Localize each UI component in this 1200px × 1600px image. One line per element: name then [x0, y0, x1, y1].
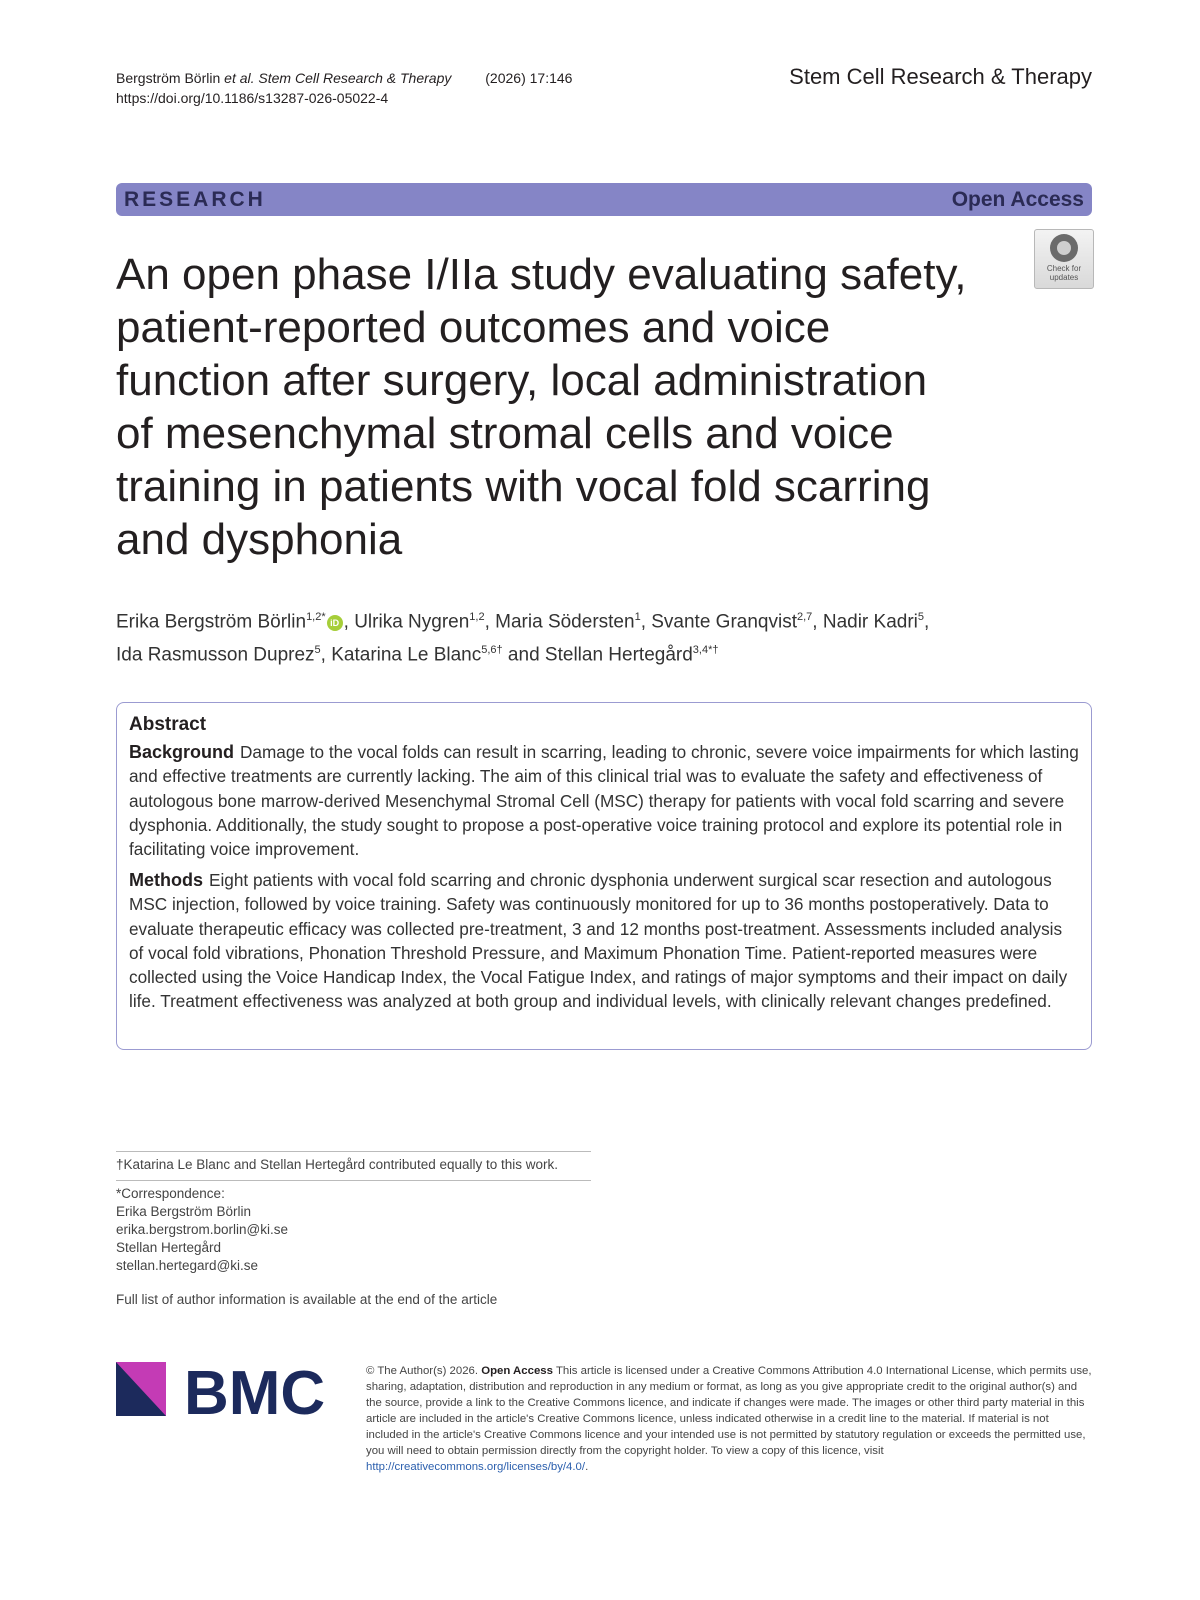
author-affiliation: 5,6† — [481, 644, 503, 657]
check-for-updates-icon — [1050, 234, 1078, 262]
author-name[interactable]: Ida Rasmusson Duprez — [116, 644, 315, 666]
article-type-label: RESEARCH — [124, 188, 266, 211]
contact-email[interactable]: erika.bergstrom.borlin@ki.se — [116, 1222, 289, 1237]
abstract-heading: Abstract — [129, 714, 207, 735]
author-name[interactable]: Svante Granqvist — [651, 611, 797, 633]
title-line: An open phase I/IIa study evaluating safety, — [116, 250, 967, 299]
author-name[interactable]: Maria Södersten — [495, 611, 635, 633]
citation-journal: et al. Stem Cell Research & Therapy — [224, 70, 452, 86]
author-affiliation: 3,4*† — [692, 644, 719, 657]
check-for-updates-line1: Check for — [1046, 264, 1082, 273]
open-access-label: Open Access — [951, 188, 1084, 211]
citation-line — [116, 68, 572, 88]
correspondence-label: *Correspondence: — [116, 1186, 225, 1201]
contact-name: Erika Bergström Börlin — [116, 1204, 252, 1219]
correspondence-block — [116, 1181, 591, 1281]
author-affiliation: 1,2* — [306, 611, 326, 623]
license-copyright: © The Author(s) 2026. — [366, 1365, 479, 1377]
methods-text: Eight patients with vocal fold scarring and chronic dysphonia underwent surgical scar resection and autologous MSC injection, followed by voice training. Safety was continuously monitored for up to 36 months postoperatively. Data to evaluate therapeutic efficacy was collected pre-treatment, 3 and 12 months post-treatment. Assessments included analysis of vocal fold vibrations, Phonation Threshold Pressure, and Maximum Phonation Time. Patient-reported measures were collected using the Voice Handicap Index, the Vocal Fatigue Index, and ratings of major symptoms and their impact on daily life. Treatment effectiveness was analyzed at both group and individual levels, with clinically relevant changes predefined. — [129, 870, 1068, 1012]
license-statement: © The Author(s) 2026. Open Access This article is licensed under a Creative Commons Attribution 4.0 International License, which permits use, sharing, adaptation, distribution and reproduction in any medium or format, as long as you give appropriate credit to the original author(s) and the source, provide a link to the Creative Commons licence, and indicate if changes were made. The images or other third party material in this article are included in the article's Creative Commons licence, unless indicated otherwise in a credit line to the material. If material is not included in the article's Creative Commons licence and your intended use is not permitted by statutory regulation or exceeds the permitted use, you will need to obtain permission directly from the copyright holder. To view a copy of this licence, visit http://creativecommons.org/licenses/by/4.0/. — [366, 1365, 1092, 1473]
doi-link[interactable]: https://doi.org/10.1186/s13287-026-05022-4 — [116, 90, 389, 106]
title-line: patient-reported outcomes and voice — [116, 303, 831, 352]
author-name[interactable]: Katarina Le Blanc — [331, 644, 482, 666]
title-line: function after surgery, local administration — [116, 356, 928, 405]
author-name[interactable]: Erika Bergström Börlin — [116, 611, 307, 633]
license-open-access: Open Access — [481, 1365, 553, 1377]
title-line: of mesenchymal stromal cells and voice — [116, 409, 894, 458]
check-for-updates-line2: updates — [1049, 273, 1079, 282]
methods-label: Methods — [129, 870, 203, 891]
author-name[interactable]: Nadir Kadri — [822, 611, 918, 633]
author-name[interactable]: Ulrika Nygren — [354, 611, 470, 633]
bmc-logo-text: BMC — [184, 1362, 326, 1420]
article-type-banner — [116, 183, 1092, 216]
author-list: Erika Bergström Börlin$^{1,2*}$iD , Ulrika Nygren$^{1,2}$, Maria Södersten$^1$, Svante Granqvist$^{2,7}$, Nadir Kadri$^5$, Ida Rasmusson Duprez$^5$, Katarina Le Blanc$^{5,6\dagger}$ and Stellan Hertegård$^{3,4*\dagger}$ — [116, 611, 930, 666]
footnotes — [116, 1151, 591, 1309]
article-title — [116, 248, 976, 566]
license-text: This article is licensed under a Creative Commons Attribution 4.0 International License, which permits use, sharing, adaptation, distribution and reproduction in any medium or format, as long as you give appropriate credit to the original author(s) and the source, provide a link to the Creative Commons licence, and indicate if changes were made. The images or other third party material in this article are included in the article's Creative Commons licence, unless indicated otherwise in a credit line to the material. If material is not included in the article's Creative Commons licence and your intended use is not permitted by statutory regulation or exceeds the permitted use, you will need to obtain permission directly from the copyright holder. To view a copy of this licence, visit — [366, 1365, 1092, 1457]
author-affiliation: 2,7 — [797, 611, 813, 623]
title-line: training in patients with vocal fold scarring — [116, 462, 931, 511]
journal-name: Stem Cell Research & Therapy — [789, 64, 1092, 89]
author-affiliation: 1 — [634, 611, 641, 623]
license-link[interactable]: http://creativecommons.org/licenses/by/4.0/ — [366, 1461, 586, 1473]
bmc-logo — [116, 1362, 338, 1420]
full-author-list-note: Full list of author information is available at the end of the article — [116, 1292, 498, 1307]
citation-issue: (2026) 17:146 — [485, 70, 573, 86]
abstract-background — [129, 740, 1079, 861]
author-affiliation: 5 — [917, 611, 925, 623]
author-name[interactable]: Stellan Hertegård — [544, 644, 693, 666]
author-affiliation: 1,2 — [469, 611, 485, 623]
orcid-icon[interactable]: iD — [327, 615, 343, 631]
contact-name: Stellan Hertegård — [116, 1240, 222, 1255]
citation-authors: Bergström Börlin — [116, 70, 221, 86]
background-label: Background — [129, 742, 235, 763]
abstract-box — [116, 702, 1092, 1050]
background-text: Damage to the vocal folds can result in scarring, leading to chronic, severe voice impairments for which lasting and effective treatments are currently lacking. The aim of this clinical trial was to evaluate the safety and effectiveness of autologous bone marrow-derived Mesenchymal Stromal Cell (MSC) therapy for patients with vocal fold scarring and severe dysphonia. Additionally, the study sought to propose a post-operative voice training protocol and explore its potential role in facilitating voice improvement. — [129, 742, 1079, 860]
running-header — [116, 68, 572, 108]
author-affiliation: 5 — [314, 644, 321, 657]
check-for-updates-button[interactable] — [1034, 229, 1094, 289]
equal-contribution-note: †Katarina Le Blanc and Stellan Hertegård contributed equally to this work. — [116, 1157, 559, 1172]
contact-email[interactable]: stellan.hertegard@ki.se — [116, 1258, 259, 1273]
abstract-methods — [129, 868, 1079, 1013]
title-line: and dysphonia — [116, 515, 403, 564]
